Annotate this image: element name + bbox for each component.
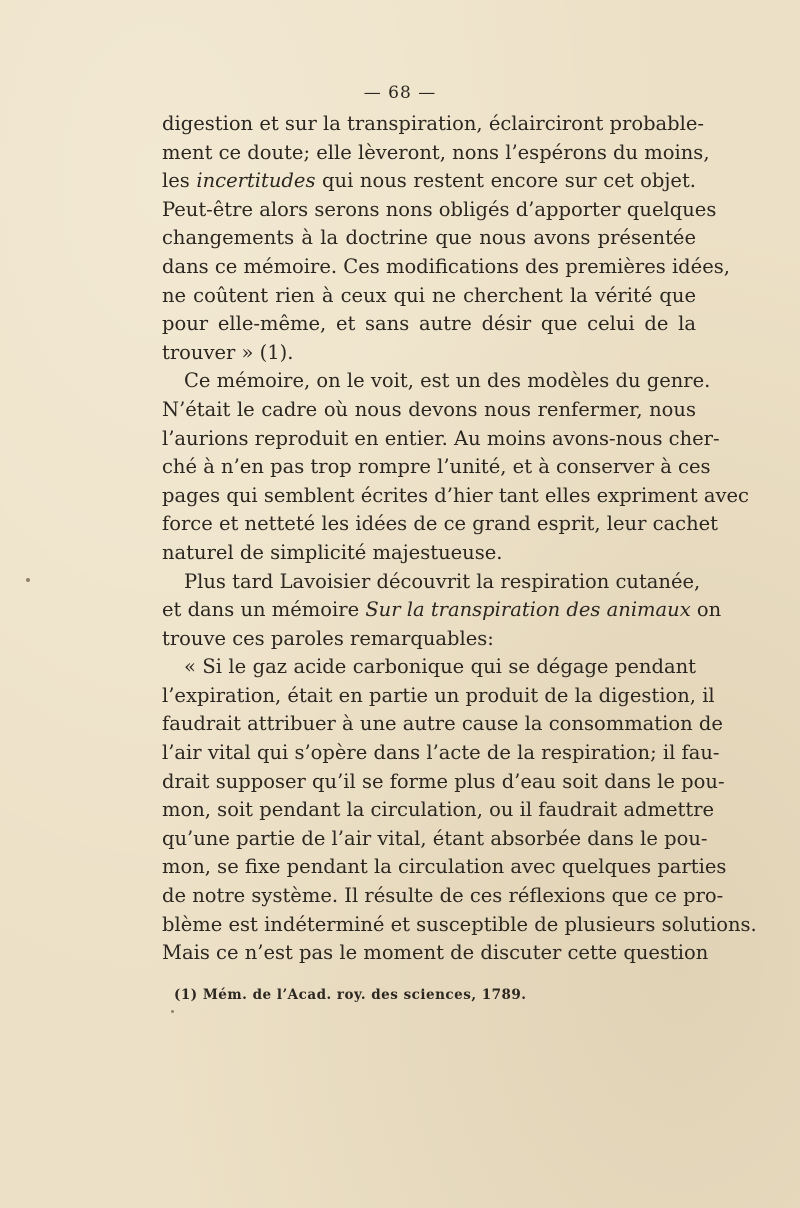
paper-speck [26,578,30,582]
text-line: ne coûtent rien à ceux qui ne cherchent la vérité que [162,283,696,307]
text-line: l’air vital qui s’opère dans l’acte de la respiration; il fau- [162,741,720,765]
text-line: N’était le cadre où nous devons nous renfermer, nous [162,397,696,421]
text-line: l’aurions reproduit en entier. Au moins avons-nous cher- [162,426,720,450]
text-line: dans ce mémoire. Ces modifications des premières idées, [162,254,730,278]
text-line: ment ce doute; elle lèveront, nons l’espérons du moins, [162,140,710,164]
text-line: ché à n’en pas trop rompre l’unité, et à conserver à ces [162,455,711,479]
text-line: mon, soit pendant la circulation, ou il faudrait admettre [162,798,715,822]
text-line: l’expiration, était en partie un produit de la digestion, il [162,683,715,707]
text-line: trouver » (1). [162,340,294,364]
text-line: digestion et sur la transpiration, éclairciront probable- [162,112,705,135]
footnote: (1) Mém. de l’Acad. roy. des sciences, 1789. [174,987,527,1003]
text-line: faudrait attribuer à une autre cause la consommation de [162,712,723,736]
text-line: « Si le gaz acide carbonique qui se dégage pendant [184,655,696,679]
text-line: Plus tard Lavoisier découvrit la respiration cutanée, [184,569,701,593]
text-line: Ce mémoire, on le voit, est un des modèles du genre. [184,369,711,393]
text-line: qu’une partie de l’air vital, étant absorbée dans le pou- [162,826,708,850]
paper-speck [171,1010,174,1013]
text-line: mon, se fixe pendant la circulation avec quelques parties [162,855,727,879]
text-line: pour elle-même, et sans autre désir que celui de la [162,312,696,336]
text-line: pages qui semblent écrites d’hier tant elles expriment avec [162,483,749,507]
page-number: — 68 — [363,83,437,103]
text-line: de notre système. Il résulte de ces réflexions que ce pro- [162,884,724,908]
text-line: naturel de simplicité majestueuse. [162,540,503,564]
text-line: force et netteté les idées de ce grand esprit, leur cachet [162,512,719,536]
text-line: Peut-être alors serons nons obligés d’apporter quelques [162,197,717,221]
text-line: trouve ces paroles remarquables: [162,626,494,650]
body-text [162,110,757,968]
text-line: et dans un mémoire Sur la transpiration des animaux on [162,598,722,622]
text-line: drait supposer qu’il se forme plus d’eau soit dans le pou- [162,769,725,793]
text-line: blème est indéterminé et susceptible de plusieurs solutions. [162,912,757,936]
text-line: changements à la doctrine que nous avons présentée [162,226,696,250]
text-line: les incertitudes qui nous restent encore sur cet objet. [162,169,696,193]
text-line: Mais ce n’est pas le moment de discuter cette question [162,941,709,965]
